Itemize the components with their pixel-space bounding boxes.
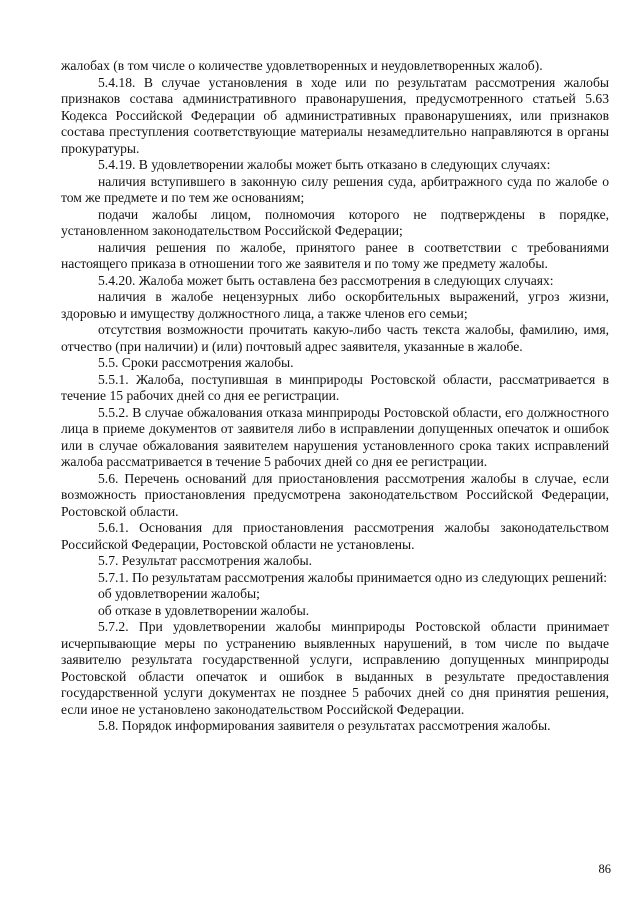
paragraph-5-5-1: 5.5.1. Жалоба, поступившая в минприроды Ростовской области, рассматривается в течение 15 рабочих дней со дня ее регистрации. — [61, 371, 609, 403]
list-item: наличия вступившего в законную силу решения суда, арбитражного суда по жалобе о том же предмете и по тем же основаниям; — [61, 173, 609, 205]
section-heading-5-5: 5.5. Сроки рассмотрения жалобы. — [98, 355, 294, 370]
paragraph-5-4-19: 5.4.19. В удовлетворении жалобы может быть отказано в следующих случаях: — [98, 157, 551, 172]
section-heading-5-6: 5.6. Перечень оснований для приостановления рассмотрения жалобы в случае, если возможность приостановления предусмотрена законодательством Российской Федерации, Ростовской области. — [61, 470, 609, 519]
page-number: 86 — [598, 862, 611, 876]
paragraph-5-7-1: 5.7.1. По результатам рассмотрения жалобы принимается одно из следующих решений: — [98, 569, 608, 585]
paragraph-5-5-2: 5.5.2. В случае обжалования отказа минприроды Ростовской области, его должностного лица в приеме документов от заявителя либо в исправлении допущенных опечаток и ошибок или в случае обжалования заявителем нарушения установленного срока таких исправлений жалоба рассматривается в течение 5 рабочих дней со дня ее регистрации. — [61, 404, 609, 469]
document-body — [61, 58, 609, 735]
list-item: отсутствия возможности прочитать какую-либо часть текста жалобы, фамилию, имя, отчество (при наличии) и (или) почтовый адрес заявителя, указанные в жалобе. — [61, 322, 609, 354]
section-heading-5-8: 5.8. Порядок информирования заявителя о результатах рассмотрения жалобы. — [98, 718, 551, 733]
paragraph-5-6-1: 5.6.1. Основания для приостановления рассмотрения жалобы законодательством Российской Федерации, Ростовской области не установлены. — [61, 520, 609, 552]
section-heading-5-7: 5.7. Результат рассмотрения жалобы. — [98, 553, 313, 568]
list-item: подачи жалобы лицом, полномочия которого не подтверждены в порядке, установленном законодательством Российской Федерации; — [61, 206, 609, 238]
list-item: наличия в жалобе нецензурных либо оскорбительных выражений, угроз жизни, здоровью и имуществу должностного лица, а также членов его семьи; — [61, 289, 609, 321]
paragraph-5-4-20: 5.4.20. Жалоба может быть оставлена без рассмотрения в следующих случаях: — [98, 272, 554, 288]
list-item: наличия решения по жалобе, принятого ранее в соответствии с требованиями настоящего приказа в отношении того же заявителя и по тому же предмету жалобы. — [61, 239, 609, 271]
list-item: об отказе в удовлетворении жалобы. — [98, 602, 310, 618]
paragraph-5-7-2: 5.7.2. При удовлетворении жалобы минприроды Ростовской области принимает исчерпывающие меры по устранению выявленных нарушений, в том числе по выдаче заявителю результата государственной услуги, исправлению допущенных минприроды Ростовской области опечаток и ошибок в выданных в результате предоставления государственной услуги документах не позднее 5 рабочих дней со дня принятия решения, если иное не установлено законодательством Российской Федерации. — [61, 619, 609, 717]
paragraph-continuation: жалобах (в том числе о количестве удовлетворенных и неудовлетворенных жалоб). — [61, 58, 543, 73]
list-item: об удовлетворении жалобы; — [98, 586, 260, 601]
paragraph-5-4-18: 5.4.18. В случае установления в ходе или по результатам рассмотрения жалобы признаков состава административного правонарушения, предусмотренного статьей 5.63 Кодекса Российской Федерации об административных правонарушениях, или признаков состава преступления соответствующие материалы незамедлительно направляются в органы прокуратуры. — [61, 74, 609, 156]
